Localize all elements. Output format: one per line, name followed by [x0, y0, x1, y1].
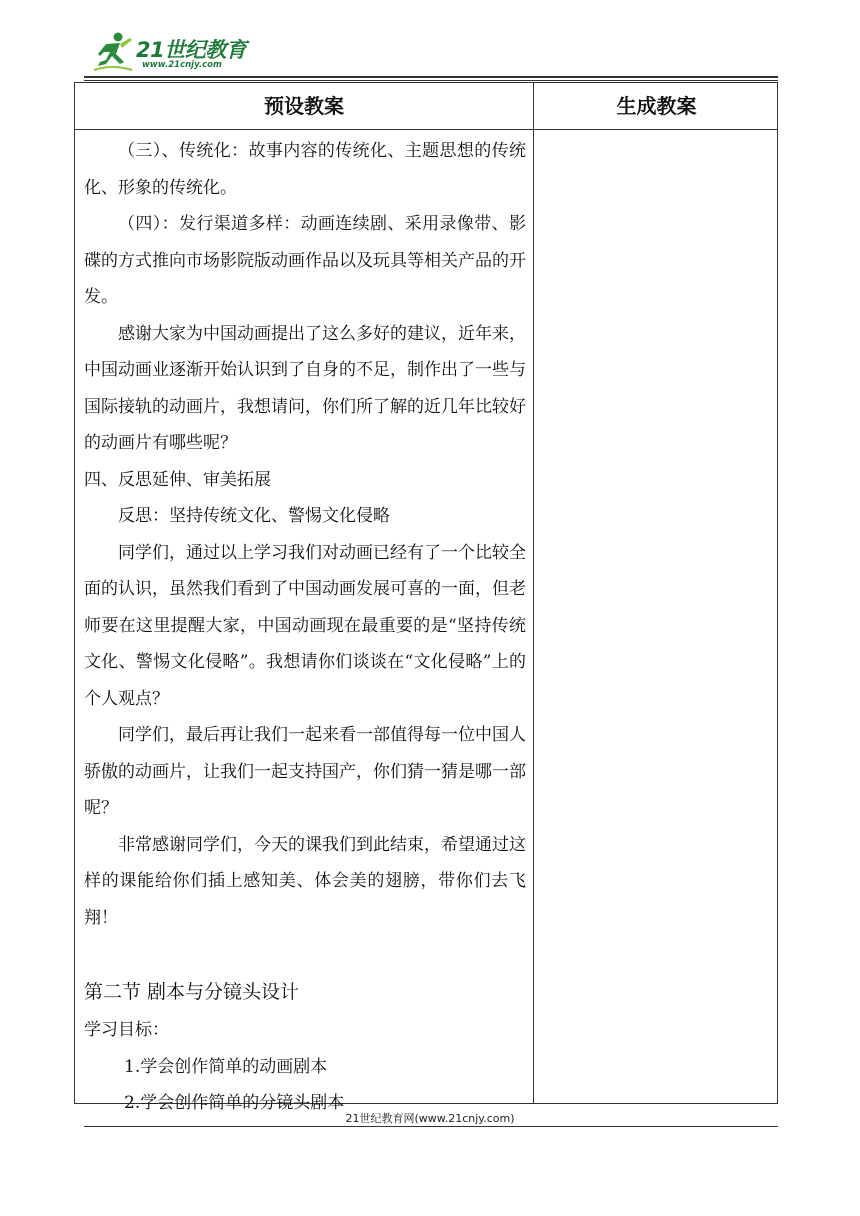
heading-reflection-extension: 四、反思延伸、审美拓展 [84, 469, 271, 490]
learning-goals-label: 学习目标： [84, 1020, 169, 1040]
paragraph-distribution-channels: （四）：发行渠道多样：动画连续剧、采用录像带、影碟的方式推向市场影院版动画作品以及玩具等相关产品的开发。 [84, 214, 526, 307]
paragraph-closing: 非常感谢同学们，今天的课我们到此结束，希望通过这样的课能给你们插上感知美、体会美的翅膀，带你们去飞翔！ [84, 834, 526, 928]
paragraph-reflection: 反思：坚持传统文化、警惕文化侵略 [118, 506, 390, 526]
header-row-divider [75, 129, 777, 130]
site-logo [92, 30, 262, 76]
footer-rule [84, 1126, 778, 1127]
paragraph-traditionalization: （三）、传统化：故事内容的传统化、主题思想的传统化、形象的传统化。 [84, 141, 526, 198]
section-title: 第二节 剧本与分镜头设计 [84, 981, 300, 1003]
logo-url: www.21cnjy.com [142, 60, 222, 70]
column-header-generated-plan: 生成教案 [616, 94, 697, 118]
paragraph-cultural-invasion: 同学们，通过以上学习我们对动画已经有了一个比较全面的认识，虽然我们看到了中国动画发展可喜的一面，但老师要在这里提醒大家，中国动画现在最重要的是“坚持传统文化、警惕文化侵略”。我想请你们谈谈在“文化侵略”上的个人观点？ [84, 542, 526, 709]
logo-text: 21世纪教育 [136, 38, 247, 62]
preset-plan-content [84, 133, 526, 1122]
paragraph-support-domestic: 同学们，最后再让我们一起来看一部值得每一位中国人骄傲的动画片，让我们一起支持国产，你们猜一猜是哪一部呢？ [84, 725, 526, 818]
lesson-plan-table [74, 82, 778, 1113]
column-divider [533, 83, 534, 1103]
paragraph-thanks-question: 感谢大家为中国动画提出了这么多好的建议，近年来，中国动画业逐渐开始认识到了自身的不足，制作出了一些与国际接轨的动画片，我想请问，你们所了解的近几年比较好的动画片有哪些呢？ [84, 323, 526, 453]
header-rule-thin [84, 80, 778, 81]
learning-goal-2: 2.学会创作简单的分镜头剧本 [124, 1093, 345, 1113]
learning-goal-1: 1.学会创作简单的动画剧本 [124, 1056, 328, 1077]
runner-logo-icon [92, 30, 136, 74]
column-header-preset-plan: 预设教案 [264, 94, 344, 118]
header-rule [84, 76, 778, 78]
blank-line [84, 936, 526, 972]
page-footer: 21世纪教育网(www.21cnjy.com) [345, 1112, 515, 1125]
